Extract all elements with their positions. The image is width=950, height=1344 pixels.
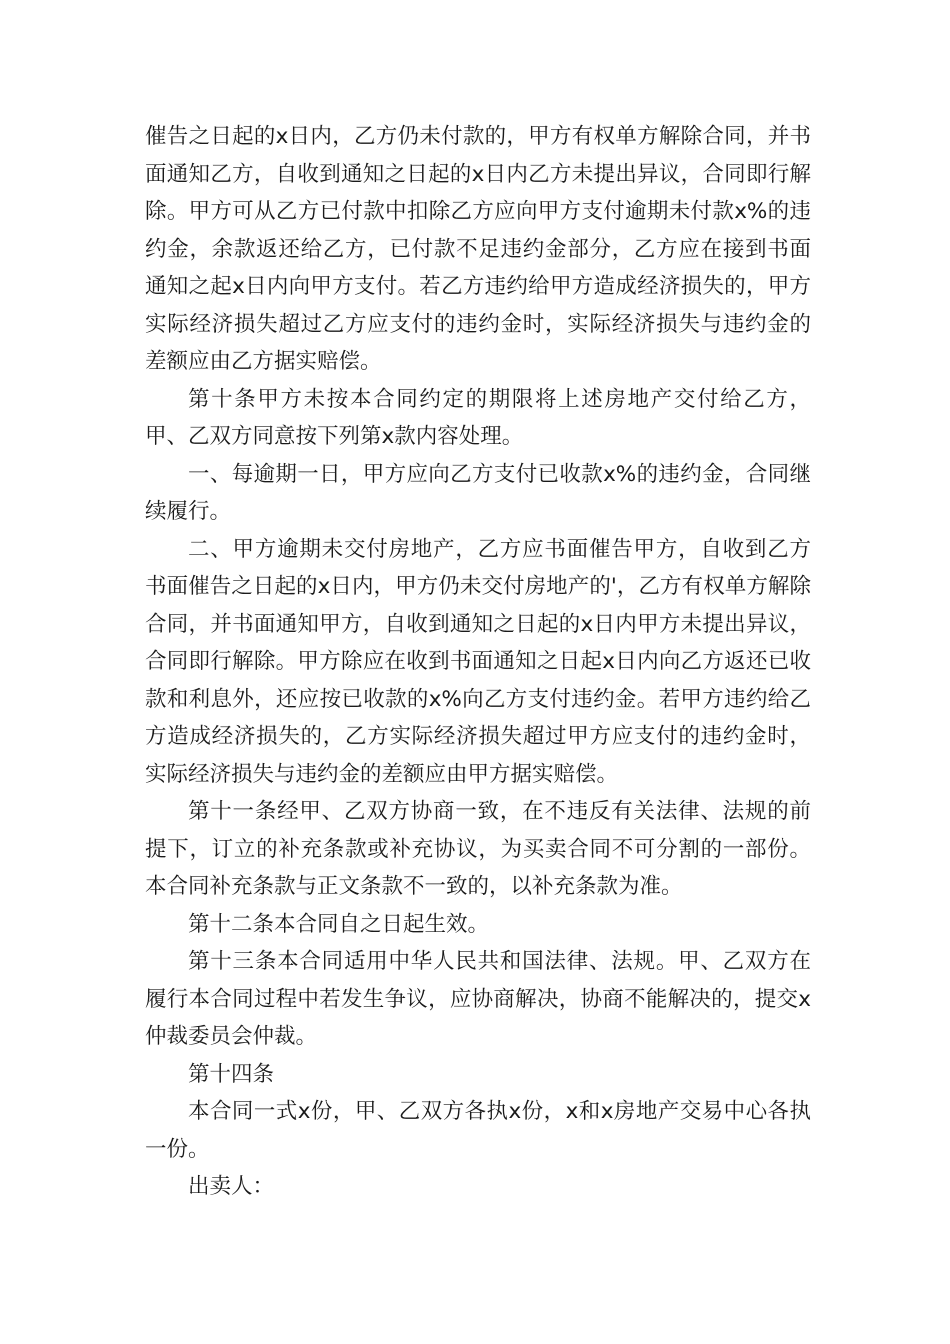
paragraph-item-1: 一、每逾期一日，甲方应向乙方支付已收款x%的违约金，合同继续履行。 (145, 461, 811, 524)
paragraph-1: 催告之日起的x日内，乙方仍未付款的，甲方有权单方解除合同，并书面通知乙方，自收到通知之日起的x日内乙方未提出异议，合同即行解除。甲方可从乙方已付款中扣除乙方应向甲方支付逾期未付款x%的违约金，余款返还给乙方，已付款不足违约金部分，乙方应在接到书面通知之起x日内向甲方支付。若乙方违约给甲方造成经济损失的，甲方实际经济损失超过乙方应支付的违约金时，实际经济损失与违约金的差额应由乙方据实赔偿。 (145, 124, 811, 374)
paragraph-article-10: 第十条甲方未按本合同约定的期限将上述房地产交付给乙方，甲、乙双方同意按下列第x款内容处理。 (145, 386, 811, 449)
paragraph-item-2: 二、甲方逾期未交付房地产，乙方应书面催告甲方，自收到乙方书面催告之日起的x日内，甲方仍未交付房地产的'，乙方有权单方解除合同，并书面通知甲方，自收到通知之日起的x日内甲方未提出异议，合同即行解除。甲方除应在收到书面通知之日起x日内向乙方返还已收款和利息外，还应按已收款的x%向乙方支付违约金。若甲方违约给乙方造成经济损失的，乙方实际经济损失超过甲方应支付的违约金时，实际经济损失与违约金的差额应由甲方据实赔偿。 (145, 536, 811, 787)
paragraph-article-13: 第十三条本合同适用中华人民共和国法律、法规。甲、乙双方在履行本合同过程中若发生争议，应协商解决，协商不能解决的，提交x仲裁委员会仲裁。 (145, 949, 811, 1049)
paragraph-copies: 本合同一式x份，甲、乙双方各执x份，x和x房地产交易中心各执一份。 (145, 1099, 811, 1162)
paragraph-seller: 出卖人： (188, 1174, 275, 1199)
paragraph-article-12: 第十二条本合同自之日起生效。 (188, 911, 490, 937)
paragraph-article-14: 第十四条 (188, 1061, 275, 1087)
document-page (145, 118, 811, 1206)
paragraph-article-11: 第十一条经甲、乙双方协商一致，在不违反有关法律、法规的前提下，订立的补充条款或补充协议，为买卖合同不可分割的一部份。本合同补充条款与正文条款不一致的，以补充条款为准。 (145, 799, 811, 899)
